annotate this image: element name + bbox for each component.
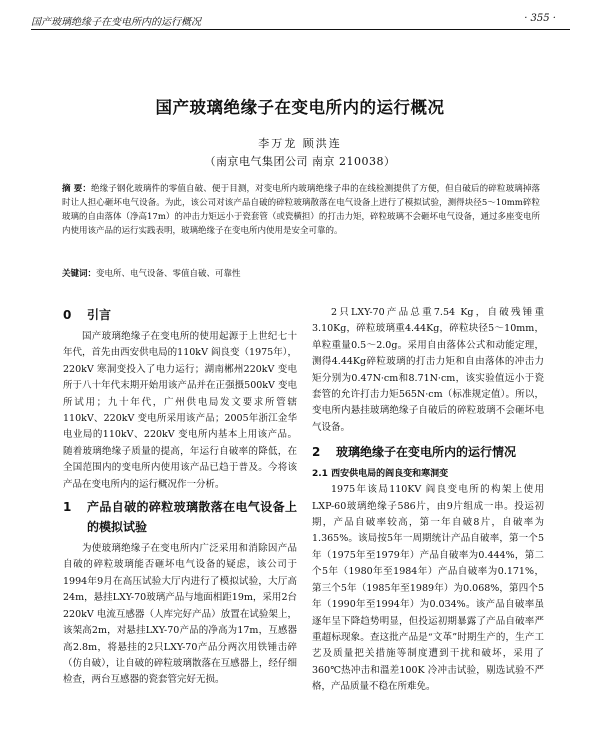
section-heading-0	[63, 305, 297, 325]
abstract-text: 绝缘子钢化玻璃件的零值自破、便于目测，对变电所内玻璃绝缘子串的在线检测提供了方便，但自破后的碎粒玻璃掉落时让人担心砸坏电气设备。为此，该公司对该产品自破的碎粒玻璃散落在电气设备上进行了模拟试验，测得块径5～10mm碎粒玻璃的自由落体（净高17m）的冲击力矩远小于瓷套管（或瓷横担）的打击力矩，碎粒玻璃不会砸坏电气设备，通过多座变电所内使用该产品的运行实践表明，玻璃绝缘子在变电所内使用是安全可靠的。	[62, 184, 540, 236]
section-title: 引言	[87, 308, 112, 322]
section-1-paragraph: 为使玻璃绝缘子在变电所内广泛采用和消除因产品自破的碎粒玻璃能否砸坏电气设备的疑虑，该公司于1994年9月在高压试验大厅内进行了模拟试验，大厅高24m，悬挂LXY-70玻璃产品与地面相距19m，采用2台220kV 电流互感器（人库完好产品）放置在试验架上，该架高2m，对悬挂LXY-70产品的净高为17m，互感器高2.8m，将悬挂的2只LXY-70产品分两次用铁锤击碎（仿自破），让自破的碎粒玻璃散落在互感器上，经仔细检查，两台互感器的瓷套管完好无损。	[63, 543, 297, 686]
article-title: 国产玻璃绝缘子在变电所内的运行概况	[155, 98, 445, 117]
section-heading-1	[63, 497, 297, 537]
section-number: 2	[312, 445, 321, 460]
continued-paragraph: 2只LXY-70产品总重7.54 Kg，自破残锤重3.10Kg，碎粒玻璃重4.44Kg，碎粒块径5～10mm，单粒重量0.5～2.0g。采用自由落体公式和动能定理，测得4.44Kg碎粒玻璃的打击力矩和自由落体的冲击力矩分别为0.47N·cm和8.71N·cm，该实验值远小于瓷套管的允许打击力矩565N·cm（标准规定值）。所以，变电所内悬挂玻璃绝缘子自破后的碎粒玻璃不会砸坏电气设备。	[312, 307, 544, 433]
keywords-label: 关键词：	[62, 269, 97, 279]
left-column	[63, 305, 297, 689]
right-column	[312, 305, 544, 696]
section-number: 1	[63, 500, 72, 515]
abstract-label: 摘 要：	[62, 184, 92, 194]
section-2-1-paragraph: 1975年该局110KV 阎良变电所的构架上使用LXP-60玻璃绝缘子586片，由9片组成一串。投运初期，产品自破率较高，第一年自破8片，自破率为1.365%。该局按5年一周期统计产品自破率，第一个5年（1975年至1979年）产品自破率为0.444%，第二个5年（1980年至1984年）产品自破率为0.171%，第三个5年（1985年至1989年）为0.068%，第四个5年（1990年至1994年）为0.034%。该产品自破率虽逐年呈下降趋势明显，但投运初期暴露了产品自破率严重超标现象。查这批产品是“文革”时期生产的，生产工艺及质量把关措施等制度遭到干扰和破坏，采用了360℃热冲击和溫差100K 冷冲击试验，剔选试验不严格，产品质量不稳在所难免。	[312, 484, 544, 693]
section-title: 玻璃绝缘子在变电所内的运行情况	[336, 445, 517, 460]
running-header-title: 国产玻璃绝缘子在变电所内的运行概况	[31, 17, 201, 28]
subsection-heading-2-1: 2.1 西安供电局的阎良变和寒洞变	[312, 469, 449, 480]
keywords	[62, 267, 540, 281]
article-affiliation: （南京电气集团公司 南京 210038）	[204, 155, 396, 168]
section-heading-2	[312, 442, 544, 462]
abstract	[62, 182, 540, 238]
section-title: 产品自破的碎粒玻璃散落在电气设备上的模拟试验	[87, 500, 297, 535]
header-divider	[31, 29, 570, 30]
intro-paragraph: 国产玻璃绝缘子在变电所的使用起源于上世纪七十年代，首先由西安供电局的110kV 阎良变（1975年），220kV 寒洞变投入了电力运行；湖南郴州220kV 变电所于八十年代末期开始用该产品并在正强摄500kV 变电所试用；九十年代，广州供电局发文要求所管辖110kV、220kV 变电所采用该产品；2005年浙江金华电业局的110kV、220kV 变电所内基本上用该产品。随着玻璃绝缘子质量的提高，年运行自破率的降低，在全国范围内的变电所内使用该产品已趋于普及。今将该产品在变电所内的运行概况作一分析。	[63, 331, 297, 490]
page-number: · 355 ·	[524, 13, 556, 24]
section-number: 0	[63, 308, 72, 322]
keywords-text: 变电所、电气设备、零值自破、可靠性	[96, 269, 241, 279]
article-authors: 李万龙 顾洪连	[258, 137, 342, 150]
